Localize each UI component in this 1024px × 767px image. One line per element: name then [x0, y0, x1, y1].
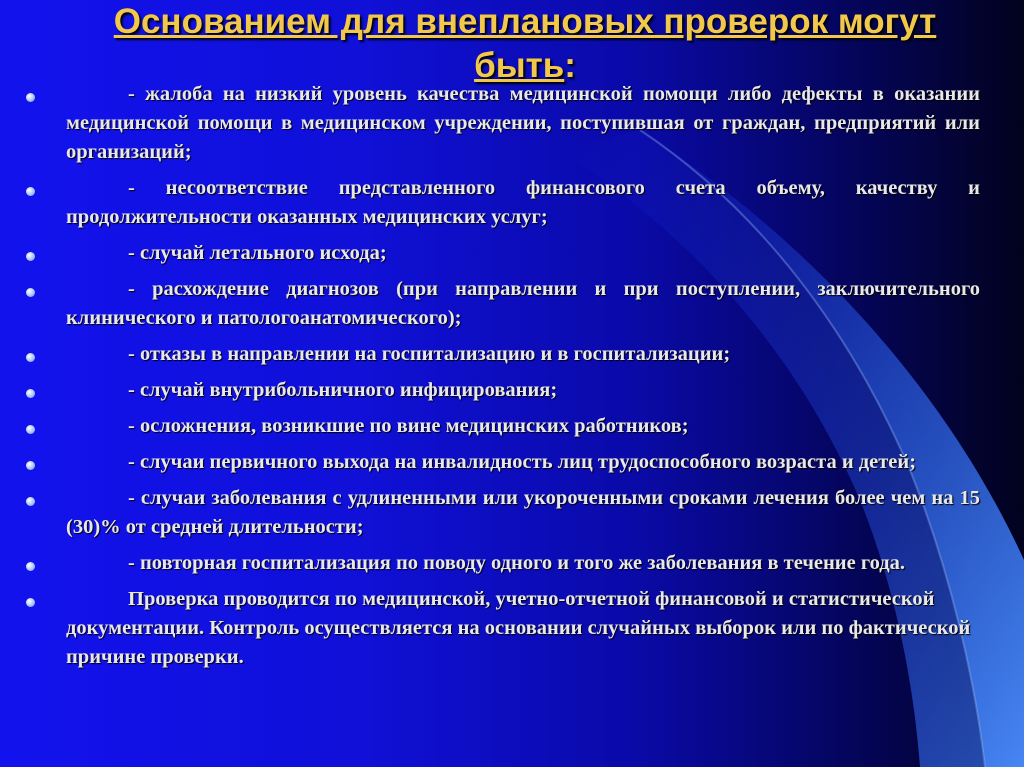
- slide-title: [40, 0, 1010, 88]
- list-item: [0, 412, 1024, 441]
- list-item: [0, 549, 1024, 578]
- bullet-icon: [26, 93, 35, 102]
- list-item: [0, 174, 1024, 232]
- list-item-text: - жалоба на низкий уровень качества медицинской помощи либо дефекты в оказании медицинской помощи в медицинском учреждении, поступившая от граждан, предприятий или организаций;: [66, 83, 980, 163]
- list-item-text: - случай летального исхода;: [128, 242, 387, 264]
- list-item-text: - случай внутрибольничного инфицирования;: [128, 379, 558, 401]
- list-item-text: - случаи первичного выхода на инвалидность лиц трудоспособного возраста и детей;: [128, 451, 917, 473]
- list-item-text: - случаи заболевания с удлиненными или укороченными сроками лечения более чем на 15 (30)% от средней длительности;: [66, 487, 980, 538]
- bullet-icon: [26, 497, 35, 506]
- bullet-icon: [26, 389, 35, 398]
- list-item: [0, 448, 1024, 477]
- list-item: [0, 484, 1024, 542]
- list-item: [0, 376, 1024, 405]
- list-item: [0, 80, 1024, 167]
- title-line-2: быть: [474, 46, 565, 85]
- bullet-icon: [26, 461, 35, 470]
- list-item: [0, 585, 1024, 672]
- bullet-icon: [26, 562, 35, 571]
- list-item: [0, 340, 1024, 369]
- bullet-list: [0, 80, 1024, 679]
- bullet-icon: [26, 353, 35, 362]
- list-item: [0, 239, 1024, 268]
- list-item: [0, 275, 1024, 333]
- title-line-1: Основанием для внеплановых проверок могут: [113, 2, 937, 41]
- list-item-text: - осложнения, возникшие по вине медицинских работников;: [128, 415, 689, 437]
- bullet-icon: [26, 598, 35, 607]
- list-item-text: Проверка проводится по медицинской, учетно-отчетной финансовой и статистической документации. Контроль осуществляется на основании случайных выборок или по фактической причине проверки.: [66, 588, 971, 668]
- bullet-icon: [26, 187, 35, 196]
- bullet-icon: [26, 425, 35, 434]
- list-item-text: - отказы в направлении на госпитализацию и в госпитализации;: [128, 343, 731, 365]
- list-item-text: - расхождение диагнозов (при направлении и при поступлении, заключительного клинического и патологоанатомического);: [66, 278, 980, 329]
- title-colon: :: [564, 46, 576, 85]
- bullet-icon: [26, 288, 35, 297]
- list-item-text: - повторная госпитализация по поводу одного и того же заболевания в течение года.: [128, 552, 906, 574]
- list-item-text: - несоответствие представленного финансового счета объему, качеству и продолжительности оказанных медицинских услуг;: [66, 177, 980, 228]
- bullet-icon: [26, 252, 35, 261]
